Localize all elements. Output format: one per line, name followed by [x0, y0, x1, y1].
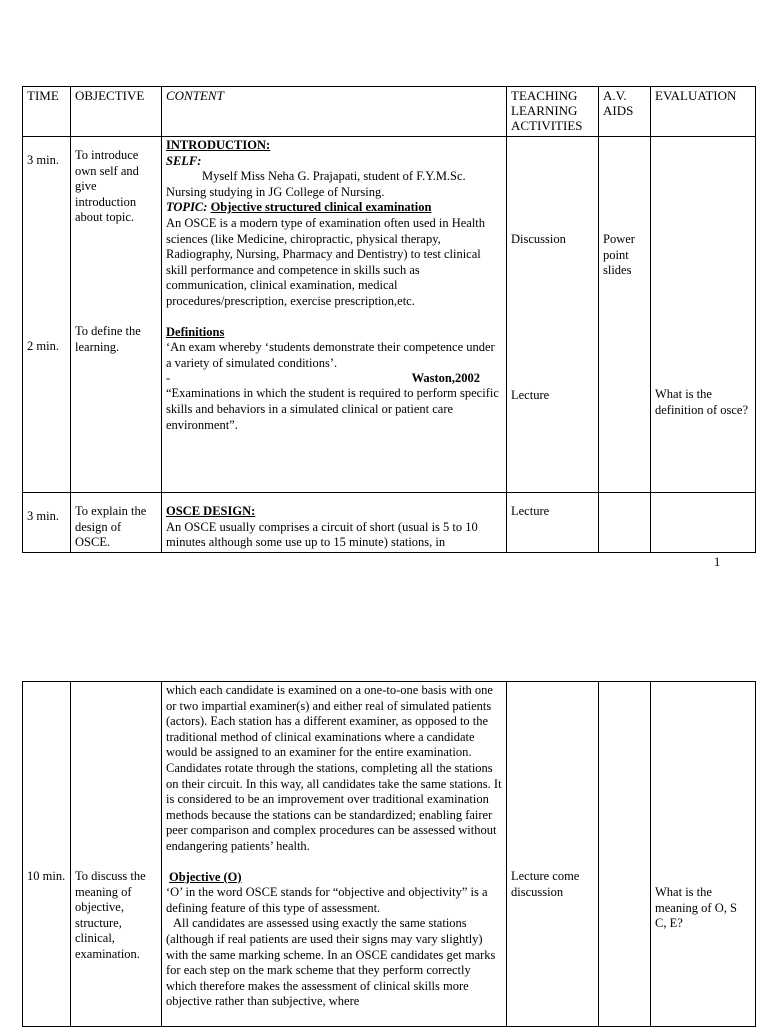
objective-cell: To discuss the meaning of objective, structure, clinical, examination.	[75, 869, 146, 961]
evaluation-cell: What is the definition of osce?	[655, 387, 749, 417]
time-cell: 10 min.	[27, 869, 66, 883]
self-label: SELF:	[166, 153, 202, 168]
header-time: TIME	[23, 87, 71, 137]
header-evaluation: EVALUATION	[651, 87, 756, 137]
introduction-heading: INTRODUCTION:	[166, 138, 271, 152]
objective-cell: To introduce own self and give introduction about topic.	[75, 148, 139, 225]
tla-cell: Discussion	[511, 232, 566, 246]
objective-o-heading: Objective (O)	[169, 869, 242, 884]
header-av-aids: A.V. AIDS	[599, 87, 651, 137]
dash: -	[166, 371, 171, 386]
header-content: CONTENT	[162, 87, 507, 137]
tla-cell: Lecture	[511, 387, 550, 402]
table-row	[23, 137, 756, 493]
definition-quote: ‘An exam whereby ‘students demonstrate their competence under a variety of simulated conditions’.	[166, 340, 495, 370]
objective-o-text-1: ‘O’ in the word OSCE stands for “objective and objectivity” is a defining feature of this type of assessment.	[166, 885, 488, 915]
definitions-heading: Definitions	[166, 324, 225, 339]
objective-o-text-2: All candidates are assessed using exactly the same stations (although if real patients are used their signs may vary slightly) with the same marking scheme. In an OSCE candidates get marks for each step on the mark scheme that they perform correctly which therefore makes the assessment of clinical skills more objective rather than subjective, where	[166, 916, 496, 1009]
osce-design-text: An OSCE usually comprises a circuit of short (usual is 5 to 10 minutes although some use up to 15 minute) stations, in	[166, 519, 478, 550]
topic-title: Objective structured clinical examination	[210, 200, 432, 215]
table-header-row	[23, 87, 756, 137]
table-row	[23, 682, 756, 1027]
osce-design-heading: OSCE DESIGN:	[166, 504, 256, 518]
time-cell: 3 min.	[27, 509, 59, 523]
tla-cell: Lecture come discussion	[511, 869, 580, 899]
objective-cell: To define the learning.	[75, 323, 141, 354]
time-cell: 2 min.	[27, 338, 59, 353]
lesson-plan-table-page-2	[22, 681, 756, 1027]
self-text-line-2: Nursing studying in JG College of Nursing.	[166, 184, 385, 199]
topic-line	[166, 200, 502, 216]
osce-design-continued-text: which each candidate is examined on a one-to-one basis with one or two impartial examiner(s) and either real of simulated patients (actors). Each station has a different examiner, as opposed to the traditional method of clinical examinations where a candidate would be assigned to an examiner for the entire examination. Candidates rotate through the stations, completing all the stations on their circuit. In this way, all candidates take the same stations. It is considered to be an improvement over traditional examination methods because the stations can be standardized; enabling fairer peer comparison and complex procedures can be assessed without endangering patients’ health.	[166, 683, 502, 853]
header-teaching-learning-activities: TEACHING LEARNING ACTIVITIES	[507, 87, 599, 137]
table-row	[23, 493, 756, 553]
intro-paragraph: An OSCE is a modern type of examination often used in Health sciences (like Medicine, chiropractic, physical therapy, Radiography, Nursing, Pharmacy and Dentistry) to test clinical skill performance and competence in skills such as communication, clinical examination, medical procedures/prescription, exercise prescription,etc.	[166, 215, 486, 308]
self-text-line-1: Myself Miss Neha G. Prajapati, student of F.Y.M.Sc.	[202, 169, 466, 184]
topic-label: TOPIC:	[166, 200, 208, 215]
lesson-plan-table-page-1	[22, 86, 756, 553]
time-cell: 3 min.	[27, 153, 59, 167]
av-aids-cell: Power point slides	[603, 232, 635, 278]
header-objective: OBJECTIVE	[71, 87, 162, 137]
objective-cell: To explain the design of OSCE.	[75, 504, 147, 550]
page-number: 1	[714, 555, 721, 569]
tla-cell: Lecture	[511, 504, 550, 518]
evaluation-cell: What is the meaning of O, S C, E?	[655, 885, 737, 931]
citation: Waston,2002	[411, 371, 480, 386]
definition-text: “Examinations in which the student is required to perform specific skills and behaviors in a simulated clinical or patient care environment”.	[166, 386, 499, 432]
